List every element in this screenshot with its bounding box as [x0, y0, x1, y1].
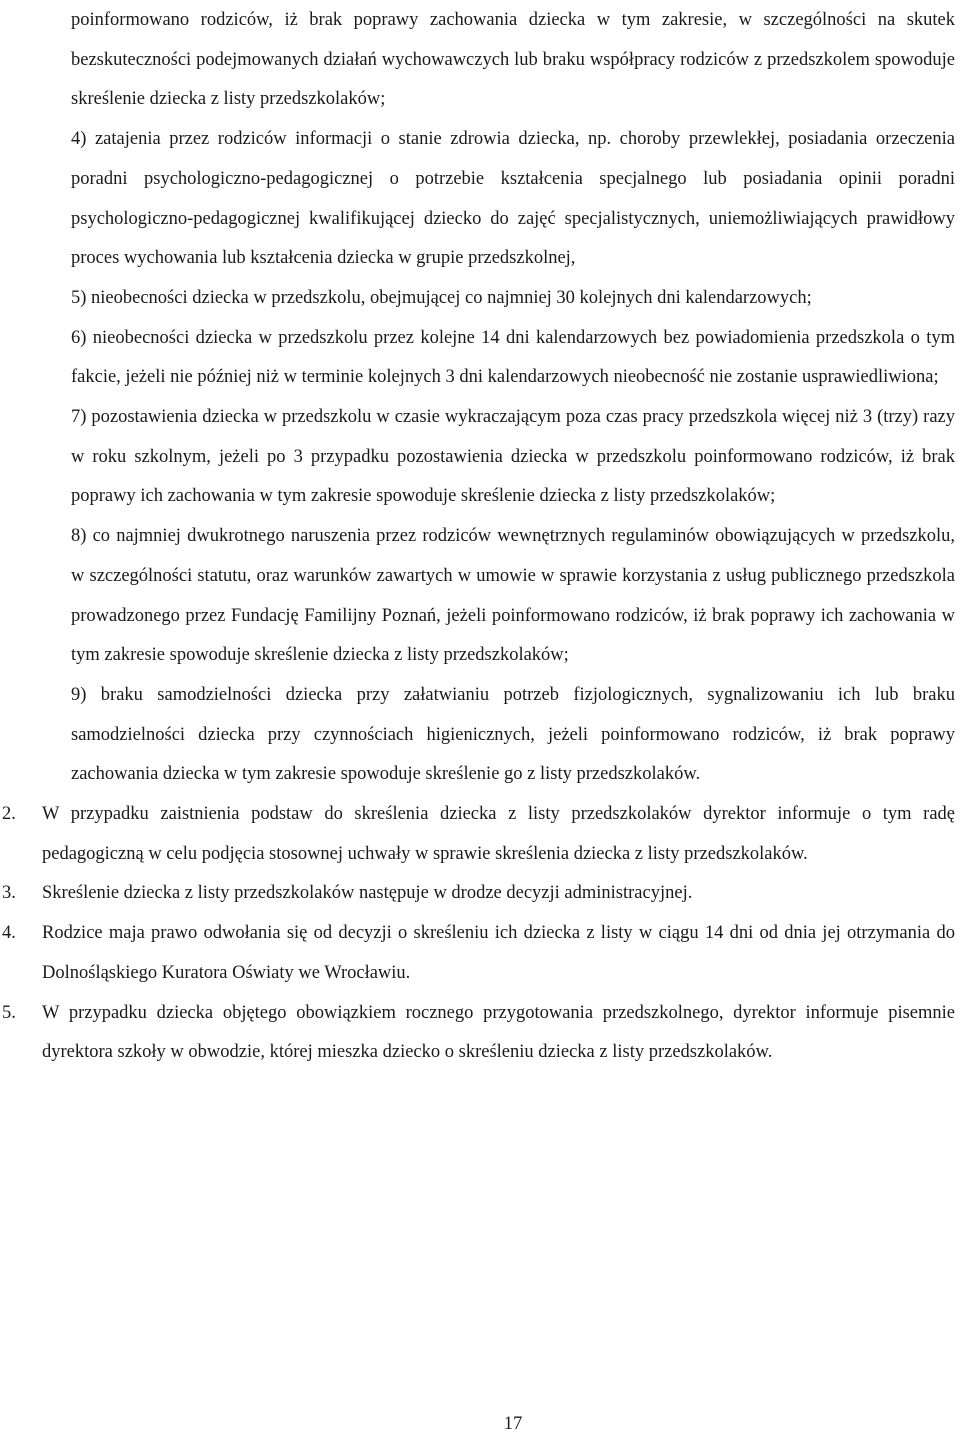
list-item-4: 4) zatajenia przez rodziców informacji o stanie zdrowia dziecka, np. choroby przewlekłej, posiadania orzeczenia poradni psychologiczno-pedagogicznej o potrzebie kształcenia specjalnego lub posiadania opinii poradni psychologiczno-pedagogicznej kwalifikującej dziecko do zajęć specjalistycznych, uniemożliwiających prawidłowy proces wychowania lub kształcenia dziecka w grupie przedszkolnej,: [71, 129, 955, 269]
page-number: 17: [503, 1414, 523, 1434]
point-number: 5.: [2, 1002, 16, 1023]
point-2: [2, 795, 955, 874]
list-item-7: 7) pozostawienia dziecka w przedszkolu w czasie wykraczającym poza czas pracy przedszkola więcej niż 3 (trzy) razy w roku szkolnym, jeżeli po 3 przypadku pozostawienia dziecka w przedszkolu poinformowano rodziców, iż brak poprawy ich zachowania w tym zakresie spowoduje skreślenie dziecka z listy przedszkolaków;: [71, 407, 955, 507]
point-text: W przypadku dziecka objętego obowiązkiem rocznego przygotowania przedszkolnego, dyrektor informuje pisemnie dyrektora szkoły w obwodzie, której mieszka dziecko o skreśleniu dziecka z listy przedszkolaków.: [42, 1002, 955, 1063]
point-text: Rodzice maja prawo odwołania się od decyzji o skreśleniu ich dziecka z listy w ciągu 14 dni od dnia jej otrzymania do Dolnośląskiego Kuratora Oświaty we Wrocławiu.: [42, 923, 955, 983]
point-text: W przypadku zaistnienia podstaw do skreślenia dziecka z listy przedszkolaków dyrektor informuje o tym radę pedagogiczną w celu podjęcia stosownej uchwały w sprawie skreślenia dziecka z listy przedszkolaków.: [42, 804, 955, 864]
point-text: Skreślenie dziecka z listy przedszkolaków następuje w drodze decyzji administracyjnej.: [42, 883, 693, 904]
document-body: [0, 1, 960, 1073]
list-item-6: 6) nieobecności dziecka w przedszkolu przez kolejne 14 dni kalendarzowych bez powiadomienia przedszkola o tym fakcie, jeżeli nie później niż w terminie kolejnych 3 dni kalendarzowych nieobecność nie zostanie usprawiedliwiona;: [71, 327, 955, 388]
point-3: [2, 874, 955, 914]
point-number: 4.: [2, 923, 16, 944]
list-item-5: 5) nieobecności dziecka w przedszkolu, obejmującej co najmniej 30 kolejnych dni kalendarzowych;: [71, 287, 812, 308]
list-item-8: 8) co najmniej dwukrotnego naruszenia przez rodziców wewnętrznych regulaminów obowiązujących w przedszkolu, w szczególności statutu, oraz warunków zawartych w umowie w sprawie korzystania z usług publicznego przedszkola prowadzonego przez Fundację Familijny Poznań, jeżeli poinformowano rodziców, iż brak poprawy ich zachowania w tym zakresie spowoduje skreślenie dziecka z listy przedszkolaków;: [71, 526, 955, 666]
point-number: 3.: [2, 883, 16, 904]
paragraph-continuation-item-3: poinformowano rodziców, iż brak poprawy zachowania dziecka w tym zakresie, w szczególności na skutek bezskuteczności podejmowanych działań wychowawczych lub braku współpracy rodziców z przedszkolem spowoduje skreślenie dziecka z listy przedszkolaków;: [71, 10, 955, 110]
point-5: [2, 994, 955, 1073]
point-number: 2.: [2, 804, 16, 825]
list-item-9: 9) braku samodzielności dziecka przy załatwianiu potrzeb fizjologicznych, sygnalizowaniu ich lub braku samodzielności dziecka przy czynnościach higienicznych, jeżeli poinformowano rodziców, iż brak poprawy zachowania dziecka w tym zakresie spowoduje skreślenie go z listy przedszkolaków.: [71, 684, 955, 785]
point-4: [2, 914, 955, 993]
